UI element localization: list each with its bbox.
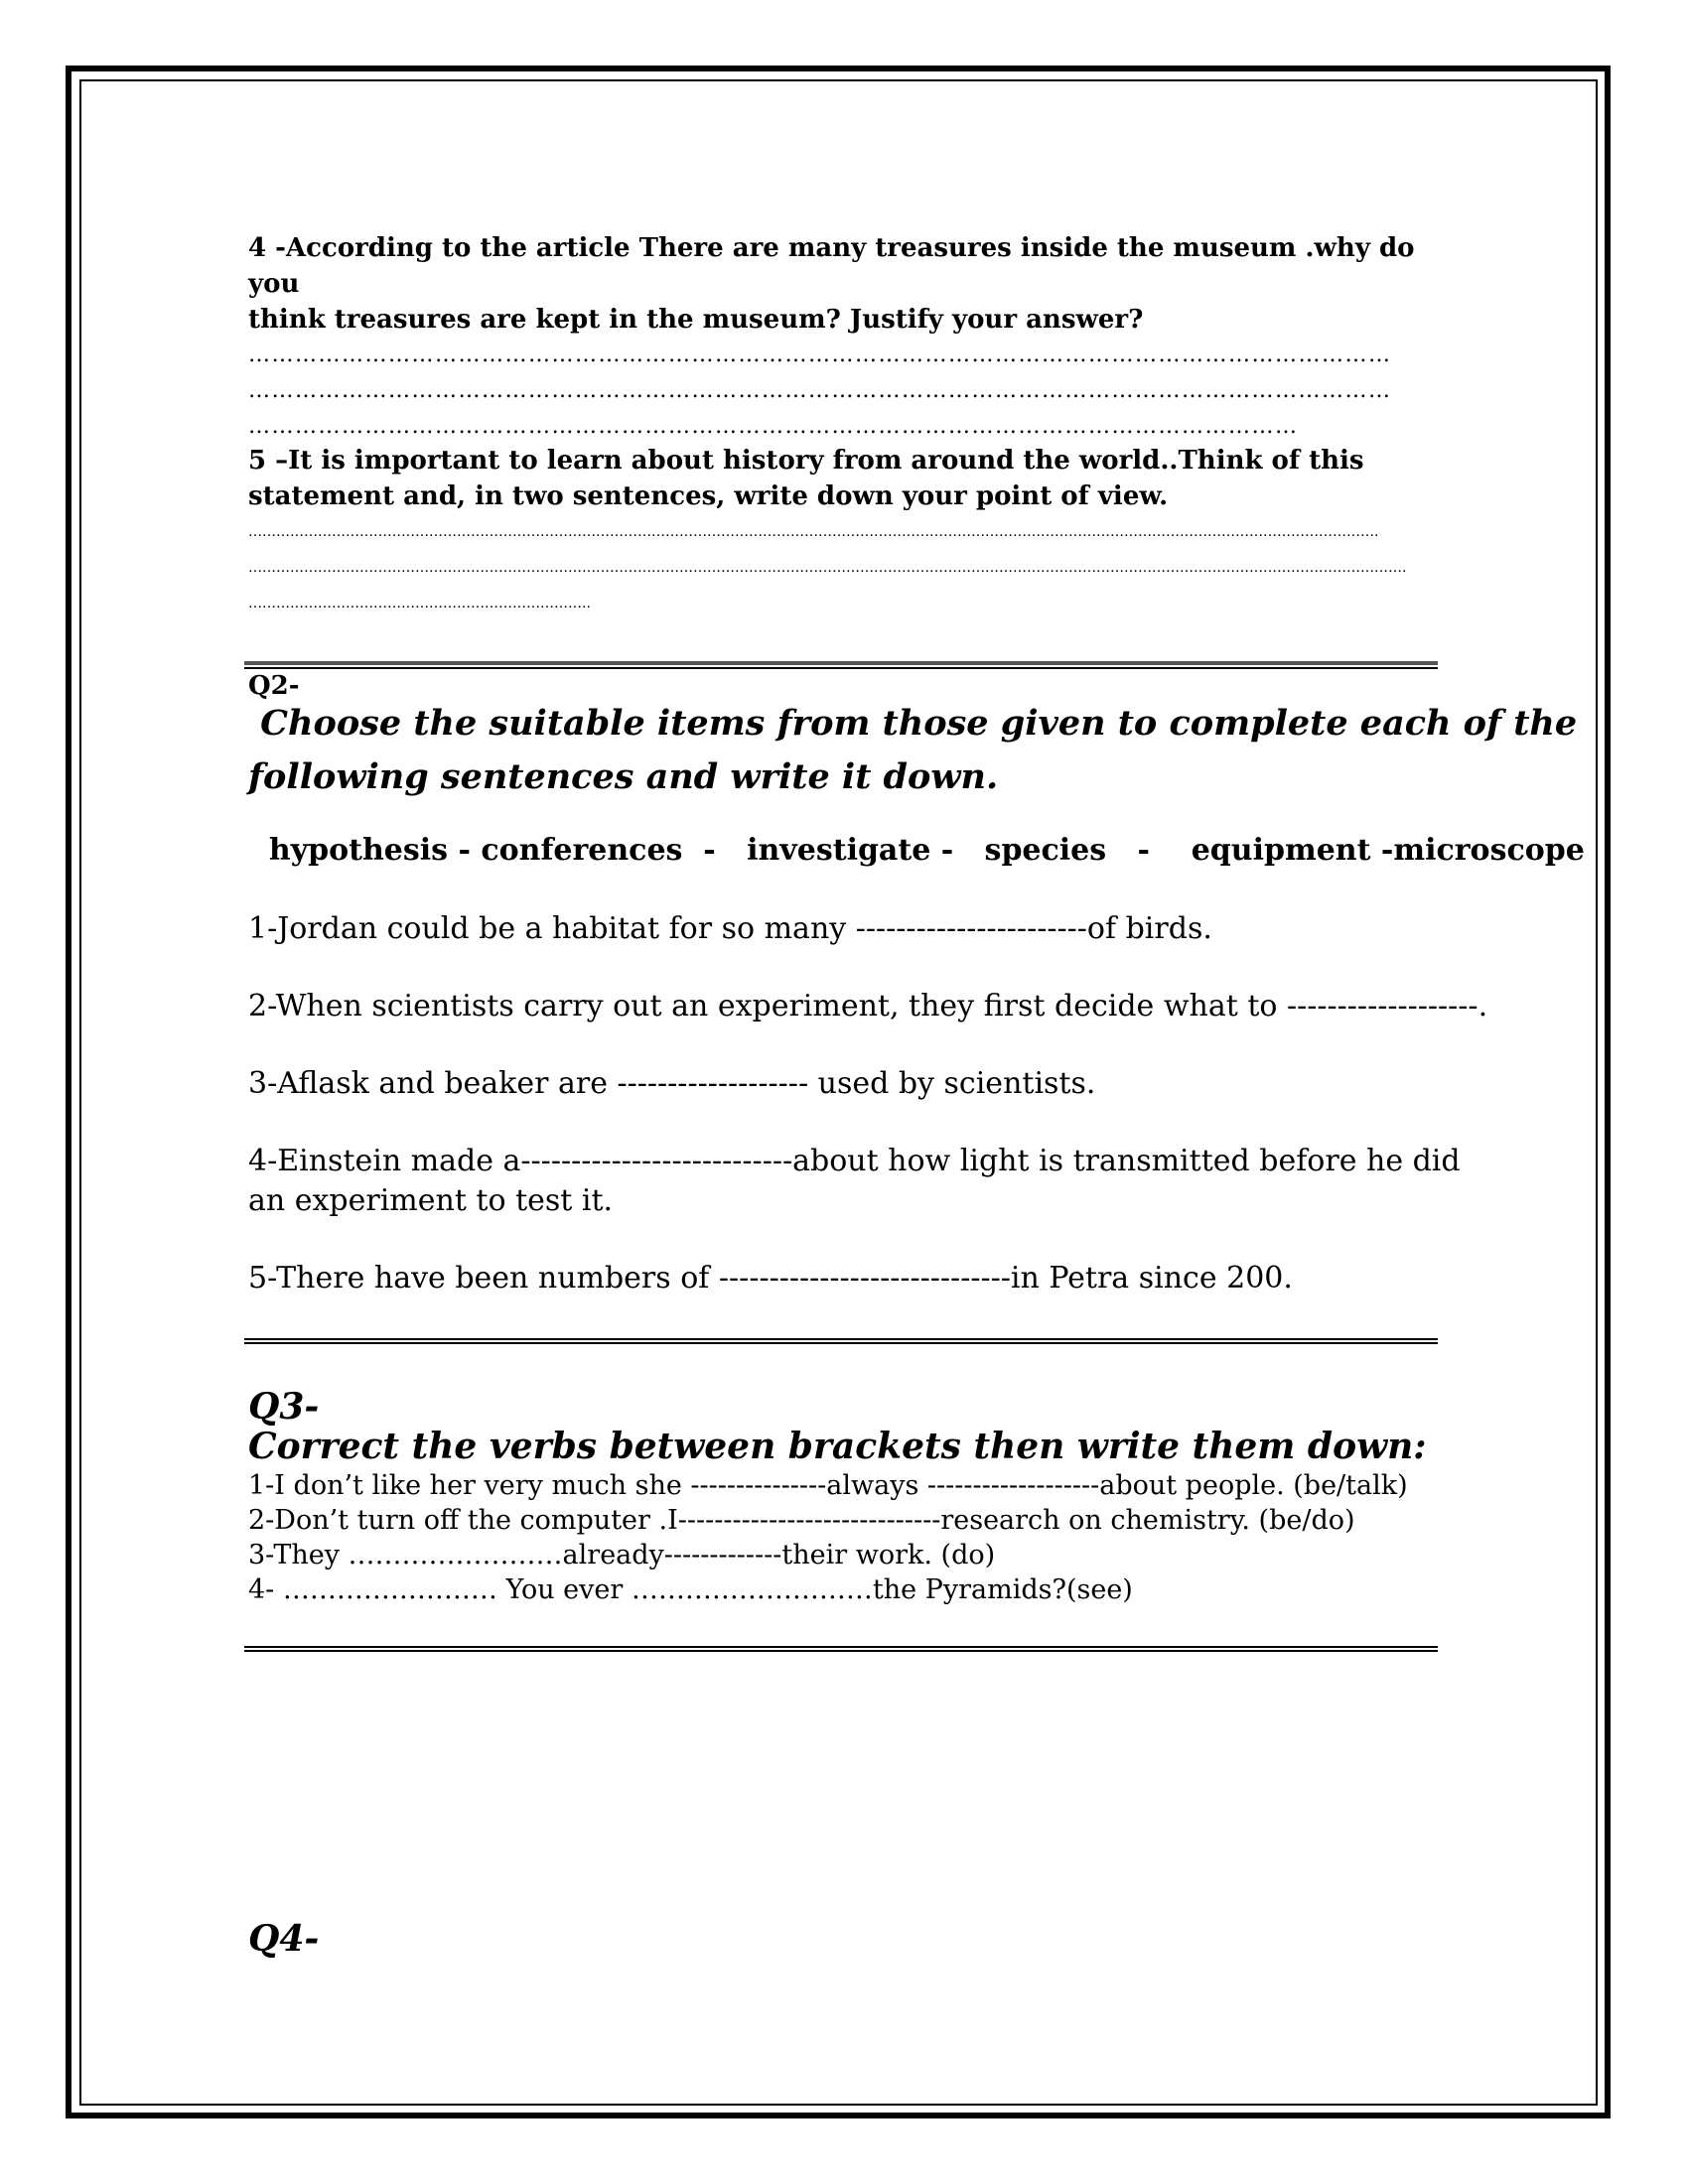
question-5-line-2: statement and, in two sentences, write down your point of view. <box>248 481 1169 511</box>
q2-instruction-line-2: following sentences and write it down. <box>248 756 999 797</box>
word-bank: hypothesis - conferences - investigate - species - equipment -microscope <box>248 833 1585 868</box>
q3-label: Q3- <box>248 1386 320 1428</box>
q2-sentence-5: 5-There have been numbers of -----------------------------in Petra since 200. <box>248 1261 1293 1296</box>
q2-label: Q2- <box>248 671 300 701</box>
answer-line[interactable]: ……………………………………………………………….. <box>248 596 591 612</box>
answer-line[interactable]: ……………………………………………………………………………………………………………………………………………………………………………………………………………………………. <box>248 560 1407 576</box>
q2-sentence-4-cont: an experiment to test it. <box>248 1183 614 1218</box>
answer-line[interactable]: ………………………………………………………………………………………………………………………………………………………………………………………………………………………. <box>248 524 1379 540</box>
answer-line[interactable]: ………………………………………………………………………………………………………………………………… <box>248 342 1392 367</box>
question-4 <box>248 230 1440 445</box>
q2-sentence-2: 2-When scientists carry out an experiment, they first decide what to -------------------. <box>248 989 1488 1024</box>
q2-instruction-line-1: Choose the suitable items from those given to complete each of the <box>248 703 1578 744</box>
q2-sentence-3: 3-Aflask and beaker are ------------------- used by scientists. <box>248 1066 1096 1101</box>
answer-line[interactable]: ……………………………………………………………………………………………………………………… <box>248 414 1299 439</box>
q2-sentence-1: 1-Jordan could be a habitat for so many -----------------------of birds. <box>248 911 1212 946</box>
q3-item-2: 2-Don’t turn off the computer .I-----------------------------research on chemistry. (be/do) <box>248 1505 1355 1536</box>
section-divider <box>244 661 1438 669</box>
answer-line[interactable]: ………………………………………………………………………………………………………………………………… <box>248 378 1392 403</box>
q3-item-4: 4- …………………… You ever ………………………the Pyramids?(see) <box>248 1574 1133 1605</box>
question-4-line-2: think treasures are kept in the museum? Justify your answer? <box>248 305 1144 335</box>
question-5 <box>248 443 1440 621</box>
q3-instruction: Correct the verbs between brackets then write them down: <box>248 1426 1427 1467</box>
question-4-line-1: 4 -According to the article There are many treasures inside the museum .why do you <box>248 233 1415 299</box>
q2-instruction <box>248 697 1578 804</box>
q3-item-1: 1-I don’t like her very much she ---------------always -------------------about people. (be/talk) <box>248 1470 1408 1501</box>
section-divider <box>244 1338 1438 1344</box>
q3-item-3: 3-They ……………………already-------------their work. (do) <box>248 1540 996 1570</box>
q2-sentence-4: 4-Einstein made a---------------------------about how light is transmitted before he did <box>248 1144 1461 1178</box>
q4-label: Q4- <box>248 1918 320 1960</box>
question-5-line-1: 5 –It is important to learn about history from around the world..Think of this <box>248 446 1364 476</box>
section-divider <box>244 1646 1438 1652</box>
